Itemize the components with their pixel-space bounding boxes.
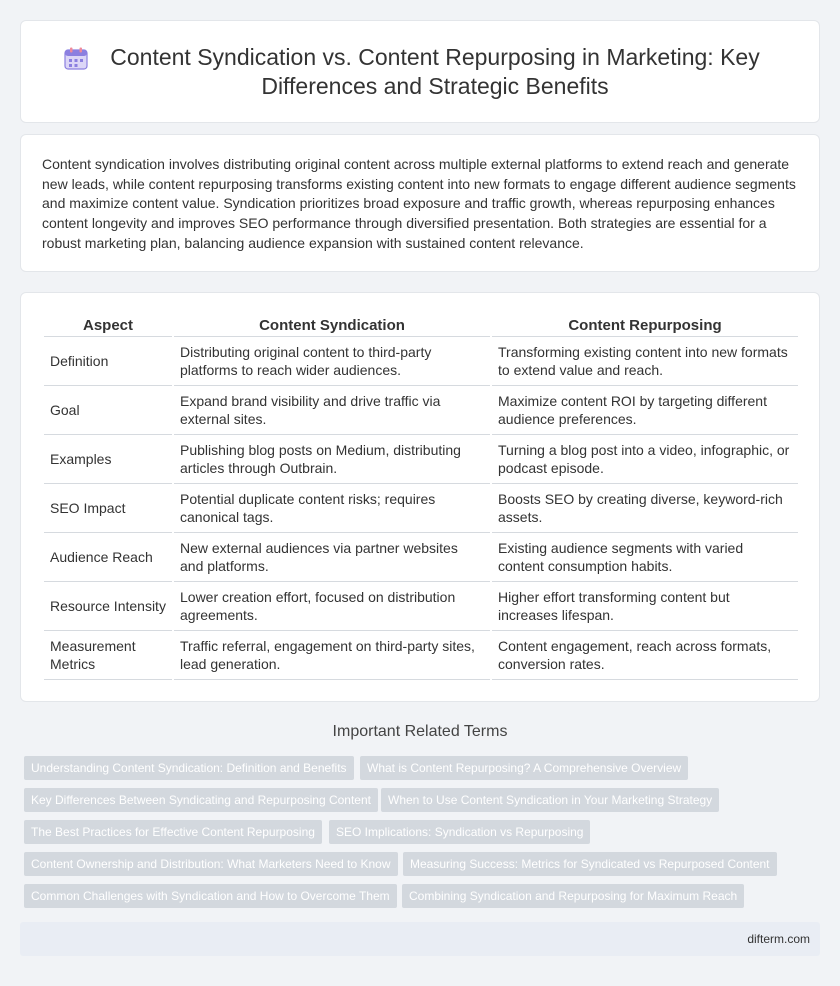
cell-repurposing: Existing audience segments with varied content consumption habits. [492, 533, 798, 582]
cell-aspect: Resource Intensity [44, 582, 172, 631]
cell-syndication: Traffic referral, engagement on third-party sites, lead generation. [174, 631, 490, 680]
related-term-link[interactable]: When to Use Content Syndication in Your Marketing Strategy [381, 788, 719, 812]
table-row [44, 582, 798, 631]
footer-site: difterm.com [747, 932, 810, 946]
related-term-link[interactable]: Common Challenges with Syndication and How to Overcome Them [24, 884, 397, 908]
cell-aspect: SEO Impact [44, 484, 172, 533]
related-term-link[interactable]: The Best Practices for Effective Content Repurposing [24, 820, 322, 844]
cell-syndication: Lower creation effort, focused on distribution agreements. [174, 582, 490, 631]
cell-repurposing: Transforming existing content into new formats to extend value and reach. [492, 337, 798, 386]
header-aspect: Aspect [44, 315, 172, 337]
cell-repurposing: Higher effort transforming content but increases lifespan. [492, 582, 798, 631]
cell-repurposing: Boosts SEO by creating diverse, keyword-rich assets. [492, 484, 798, 533]
cell-repurposing: Turning a blog post into a video, infographic, or podcast episode. [492, 435, 798, 484]
table-row [44, 337, 798, 386]
related-term-link[interactable]: Combining Syndication and Repurposing for Maximum Reach [402, 884, 744, 908]
comparison-card [20, 292, 820, 702]
table-row [44, 484, 798, 533]
cell-aspect: Examples [44, 435, 172, 484]
header-syndication: Content Syndication [174, 315, 490, 337]
related-term-link[interactable]: Content Ownership and Distribution: What Marketers Need to Know [24, 852, 398, 876]
related-terms-heading: Important Related Terms [332, 723, 508, 740]
related-term-link[interactable]: What is Content Repurposing? A Comprehensive Overview [360, 756, 688, 780]
footer [20, 922, 820, 956]
cell-syndication: Publishing blog posts on Medium, distributing articles through Outbrain. [174, 435, 490, 484]
cell-syndication: New external audiences via partner websites and platforms. [174, 533, 490, 582]
related-term-link[interactable]: Understanding Content Syndication: Definition and Benefits [24, 756, 354, 780]
table-row [44, 631, 798, 680]
table-header-row [44, 315, 798, 337]
intro-card [20, 134, 820, 272]
page-title: Content Syndication vs. Content Repurposing in Marketing: Key Differences and Strategic Benefits [110, 44, 760, 99]
cell-repurposing: Maximize content ROI by targeting different audience preferences. [492, 386, 798, 435]
cell-aspect: Definition [44, 337, 172, 386]
table-row [44, 533, 798, 582]
title-card [20, 20, 820, 123]
cell-aspect: Measurement Metrics [44, 631, 172, 680]
cell-syndication: Expand brand visibility and drive traffic via external sites. [174, 386, 490, 435]
cell-syndication: Potential duplicate content risks; requires canonical tags. [174, 484, 490, 533]
table-row [44, 386, 798, 435]
cell-syndication: Distributing original content to third-party platforms to reach wider audiences. [174, 337, 490, 386]
header-repurposing: Content Repurposing [492, 315, 798, 337]
table-row [44, 435, 798, 484]
intro-paragraph: Content syndication involves distributing original content across multiple external platforms to extend reach and generate new leads, while content repurposing transforms existing content into new formats to engage different audience segments and maximize content value. Syndication prioritizes broad exposure and traffic growth, whereas repurposing enhances content longevity and improves SEO performance through diversified presentation. Both strategies are essential for a robust marketing plan, balancing audience expansion with sustained content relevance. [42, 156, 796, 251]
cell-repurposing: Content engagement, reach across formats, conversion rates. [492, 631, 798, 680]
cell-aspect: Audience Reach [44, 533, 172, 582]
comparison-table [42, 315, 800, 680]
related-term-link[interactable]: Measuring Success: Metrics for Syndicated vs Repurposed Content [403, 852, 777, 876]
related-term-link[interactable]: SEO Implications: Syndication vs Repurposing [329, 820, 590, 844]
cell-aspect: Goal [44, 386, 172, 435]
related-term-link[interactable]: Key Differences Between Syndicating and Repurposing Content [24, 788, 378, 812]
